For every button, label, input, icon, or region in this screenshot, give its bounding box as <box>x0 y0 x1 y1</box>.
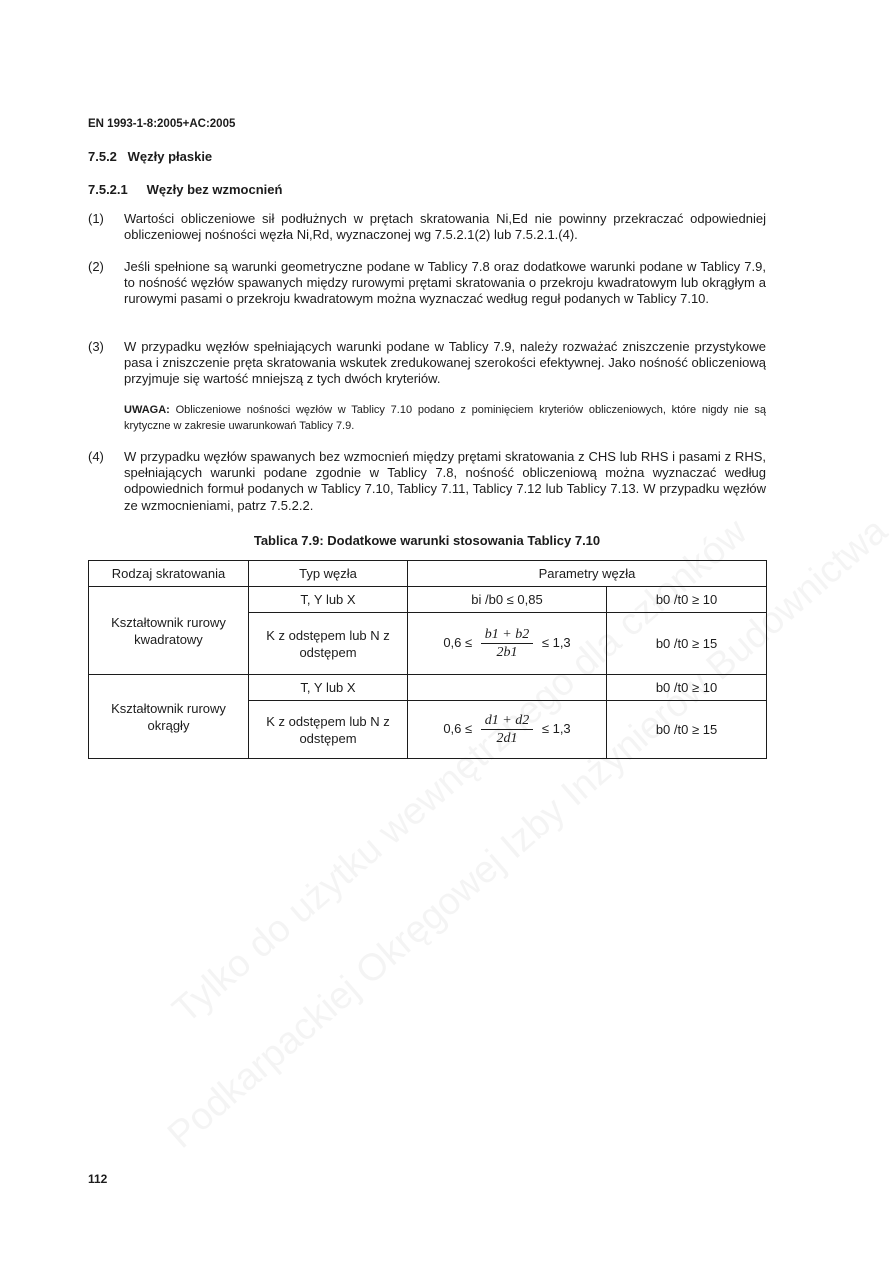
param-right: ≤ 1,3 <box>541 720 571 736</box>
cond-cell: b0 /t0 ≥ 10 <box>607 675 767 701</box>
fraction <box>481 712 533 747</box>
cond-cell: b0 /t0 ≥ 15 <box>607 701 767 759</box>
section-number: 7.5.2 <box>88 149 117 164</box>
note <box>124 403 766 434</box>
paragraph-number: (4) <box>88 449 104 464</box>
table-caption: Tablica 7.9: Dodatkowe warunki stosowania Tablicy 7.10 <box>253 533 601 548</box>
paragraph-number: (3) <box>88 339 104 354</box>
cond-cell: b0 /t0 ≥ 15 <box>607 613 767 675</box>
type-cell: K z odstępem lub N z odstępem <box>249 613 408 675</box>
subsection-title: Węzły bez wzmocnień <box>146 182 283 197</box>
fraction-denominator: 2b1 <box>496 645 518 660</box>
paragraph-3 <box>88 339 766 388</box>
group-name-cell: Kształtownik rurowy kwadratowy <box>89 587 249 675</box>
type-cell: T, Y lub X <box>249 587 408 613</box>
note-text: Obliczeniowe nośności węzłów w Tablicy 7.10 podano z pominięciem kryteriów obliczeniowych, które nigdy nie są krytyczne w zakresie uwarunkowań Tablicy 7.9. <box>124 404 766 432</box>
paragraph-text: Wartości obliczeniowe sił podłużnych w prętach skratowania Ni,Ed nie powinny przekraczać odpowiedniej obliczeniowej nośności węzła Ni,Rd, wyznaczonej wg 7.5.2.1(2) lub 7.5.2.1.(4). <box>124 211 766 243</box>
section-heading <box>88 149 212 164</box>
fraction-numerator: d1 + d2 <box>481 712 533 730</box>
fraction-denominator: 2d1 <box>496 731 518 746</box>
document-header: EN 1993-1-8:2005+AC:2005 <box>88 118 236 130</box>
conditions-table <box>88 560 767 759</box>
subsection-number: 7.5.2.1 <box>88 182 128 197</box>
param-cell <box>408 675 607 701</box>
paragraph-text: W przypadku węzłów spawanych bez wzmocnień między prętami skratowania z CHS lub RHS i pasami z RHS, spełniających warunki podane zgodnie w Tablicy 7.8, nośność obliczeniową można wyznaczać według odpowiednich formuł podanych w Tablicy 7.10, Tablicy 7.11, Tablicy 7.12 lub Tablicy 7.13. W przypadku węzłów ze wzmocnieniami, patrz 7.5.2.2. <box>124 449 766 513</box>
param-cell <box>408 701 607 759</box>
table-row <box>89 675 767 701</box>
paragraph-1 <box>88 211 766 243</box>
page-number: 112 <box>88 1172 108 1186</box>
param-left: 0,6 ≤ <box>443 720 473 736</box>
paragraph-4 <box>88 449 766 514</box>
param-cell <box>408 613 607 675</box>
header-cell: Rodzaj skratowania <box>89 561 249 587</box>
param-cell: bi /b0 ≤ 0,85 <box>408 587 607 613</box>
fraction-numerator: b1 + b2 <box>481 626 533 644</box>
param-right: ≤ 1,3 <box>541 634 571 650</box>
note-label: UWAGA: <box>124 404 170 416</box>
cond-cell: b0 /t0 ≥ 10 <box>607 587 767 613</box>
type-cell: K z odstępem lub N z odstępem <box>249 701 408 759</box>
section-title: Węzły płaskie <box>127 149 213 164</box>
header-cell: Parametry węzła <box>408 561 767 587</box>
subsection-heading <box>88 182 282 197</box>
paragraph-2 <box>88 259 766 308</box>
param-left: 0,6 ≤ <box>443 634 473 650</box>
table-header-row <box>89 561 767 587</box>
paragraph-text: Jeśli spełnione są warunki geometryczne podane w Tablicy 7.8 oraz dodatkowe warunki podane w Tablicy 7.9, to nośność węzłów spawanych między rurowymi prętami skratowania o przekroju kwadratowym lub okrągłym a rurowymi pasami o przekroju kwadratowym można wyznaczać według reguł podanych w Tablicy 7.10. <box>124 259 766 307</box>
type-cell: T, Y lub X <box>249 675 408 701</box>
header-cell: Typ węzła <box>249 561 408 587</box>
paragraph-text: W przypadku węzłów spełniających warunki podane w Tablicy 7.9, należy rozważać zniszczenie przystykowe pasa i zniszczenie pręta skratowania wskutek zredukowanej szerokości efektywnej. Jako nośność obliczeniową przyjmuje się wartość mniejszą z tych dwóch kryteriów. <box>124 339 766 387</box>
fraction <box>481 626 533 661</box>
group-name-cell: Kształtownik rurowy okrągły <box>89 675 249 759</box>
paragraph-number: (2) <box>88 259 104 274</box>
table-row <box>89 587 767 613</box>
paragraph-number: (1) <box>88 211 104 226</box>
